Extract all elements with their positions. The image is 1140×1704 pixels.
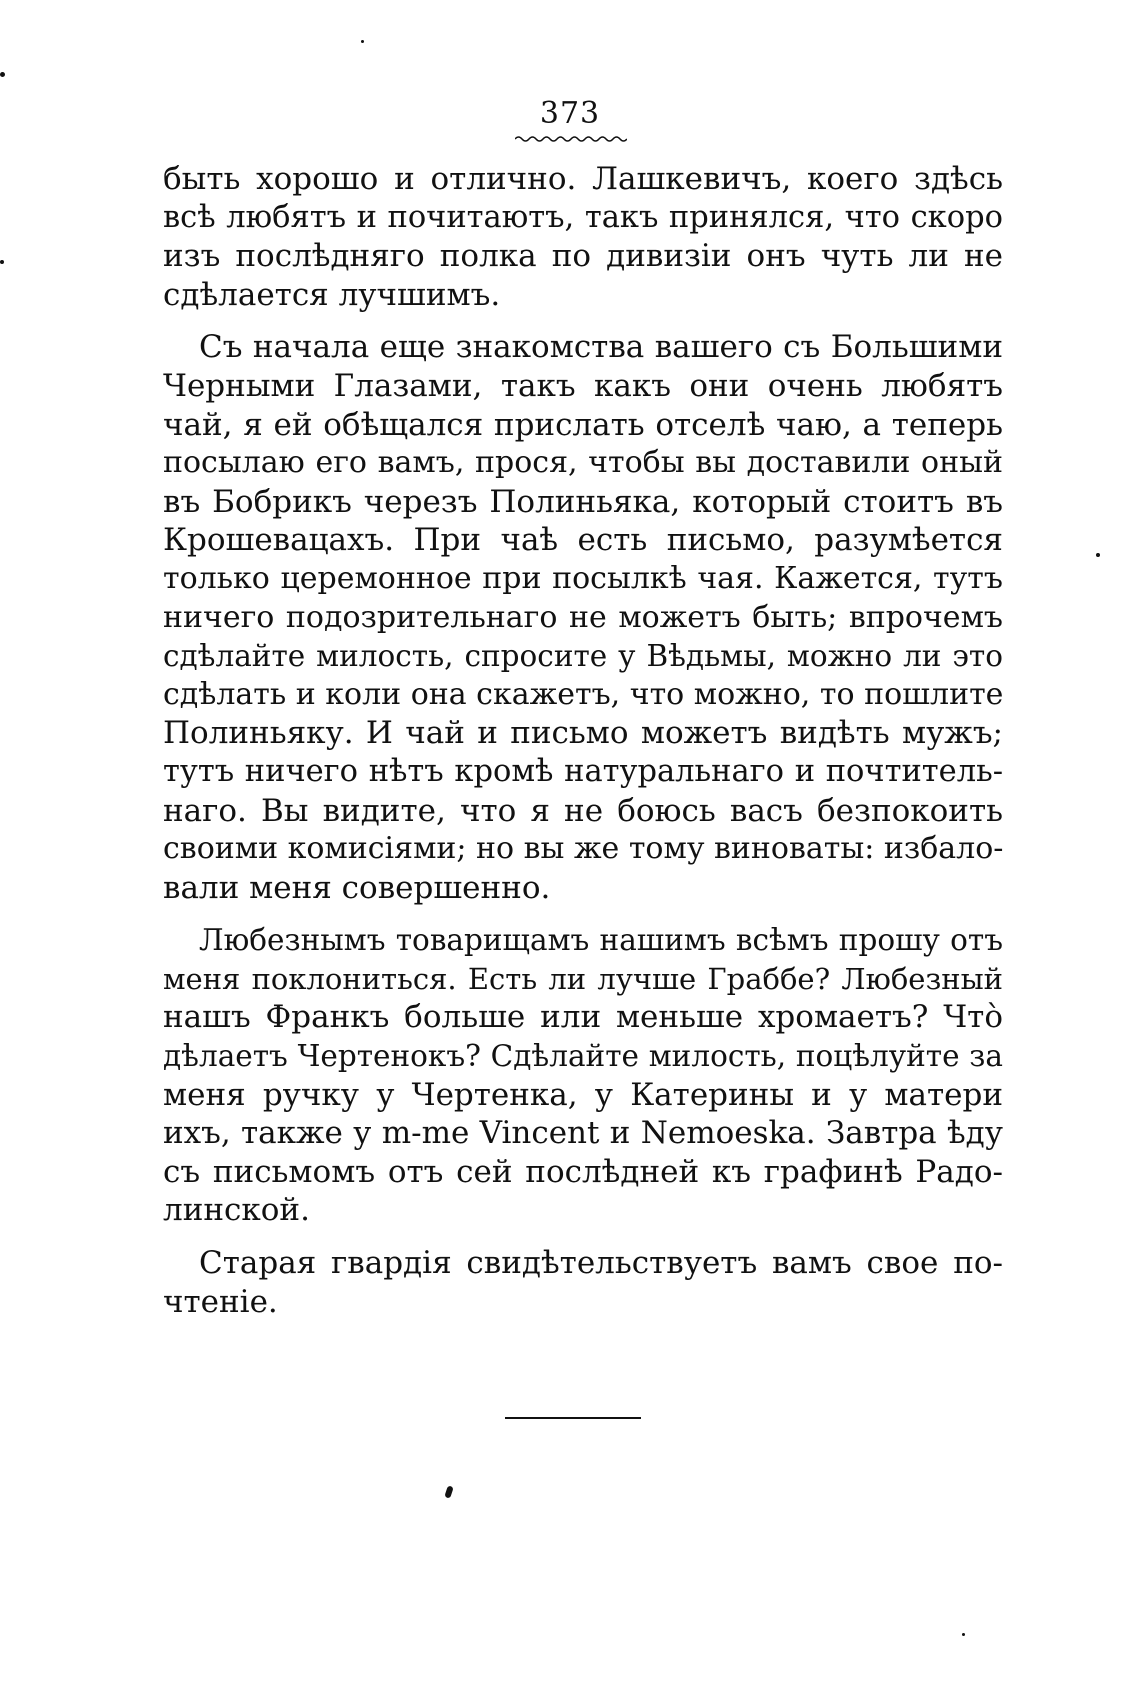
text-line: сдѣлается лучшимъ. [163, 276, 501, 313]
scan-speck [0, 260, 4, 264]
text-line: вали меня совершенно. [163, 869, 551, 906]
text-line: ихъ, также у m-me Vincent и Nemoeska. Завтра ѣду [163, 1115, 1003, 1152]
body-text [163, 160, 1003, 1335]
text-line: линской. [163, 1192, 310, 1229]
text-line: чтеніе. [163, 1283, 278, 1320]
text-line: наго. Вы видите, что я не боюсь васъ безпокоить [163, 792, 1003, 829]
scan-speck [0, 72, 5, 77]
page-number: 373 [539, 96, 601, 131]
scan-speck [1096, 553, 1100, 557]
text-line: только церемонное при посылкѣ чая. Кажется, тутъ [163, 560, 1003, 596]
text-line: Старая гвардія свидѣтельствуетъ вамъ свое по- [199, 1245, 1003, 1282]
text-line: быть хорошо и отлично. Лашкевичъ, коего здѣсь [163, 161, 1003, 197]
text-line: сдѣлать и коли она скажетъ, что можно, то пошлите [163, 676, 1003, 712]
text-line: Черными Глазами, такъ какъ они очень любятъ [163, 367, 1003, 404]
text-line: Полиньяку. И чай и письмо можетъ видѣть мужъ; [163, 715, 1003, 752]
scan-speck [361, 40, 364, 43]
text-line: всѣ любятъ и почитаютъ, такъ принялся, что скоро [163, 199, 1003, 235]
text-line: посылаю его вамъ, прося, чтобы вы доставили оный [163, 445, 1003, 481]
paragraph-3 [163, 921, 1003, 1230]
text-line: въ Бобрикъ черезъ Полиньяка, который стоитъ въ [163, 483, 1003, 520]
text-line: съ письмомъ отъ сей послѣдней къ графинѣ Радо- [163, 1153, 1003, 1190]
text-line: Съ начала еще знакомства вашего съ Большими [199, 329, 1003, 366]
text-line: чай, я ей обѣщался прислать отселѣ чаю, а теперь [163, 406, 1003, 443]
paragraph-1 [163, 160, 1003, 314]
end-rule [505, 1417, 641, 1419]
text-line: тутъ ничего нѣтъ кромѣ натуральнаго и почтитель- [163, 753, 1003, 789]
scan-speck [444, 1485, 453, 1498]
text-line: меня поклониться. Есть ли лучше Граббе? Любезный [163, 961, 1003, 996]
text-line: своими комисіями; но вы же тому виноваты: избало- [163, 831, 1003, 867]
text-line: Любезнымъ товарищамъ нашимъ всѣмъ прошу отъ [199, 923, 1003, 958]
wavy-rule-ornament [515, 134, 627, 144]
paragraph-4 [163, 1244, 1003, 1321]
paragraph-2 [163, 328, 1003, 907]
text-line: изъ послѣдняго полка по дивизіи онъ чуть ли не [163, 238, 1003, 275]
text-line: дѣлаетъ Чертенокъ? Сдѣлайте милость, поцѣлуйте за [163, 1039, 1003, 1074]
text-line: сдѣлайте милость, спросите у Вѣдьмы, можно ли это [163, 639, 1003, 674]
text-line: нашъ Франкъ больше или меньше хромаетъ? Что̀ [163, 999, 1003, 1036]
scan-speck [962, 1633, 965, 1636]
text-line: меня ручку у Чертенка, у Катерины и у матери [163, 1076, 1003, 1113]
text-line: Крошевацахъ. При чаѣ есть письмо, разумѣется [163, 522, 1003, 559]
text-line: ничего подозрительнаго не можетъ быть; впрочемъ [163, 599, 1003, 635]
